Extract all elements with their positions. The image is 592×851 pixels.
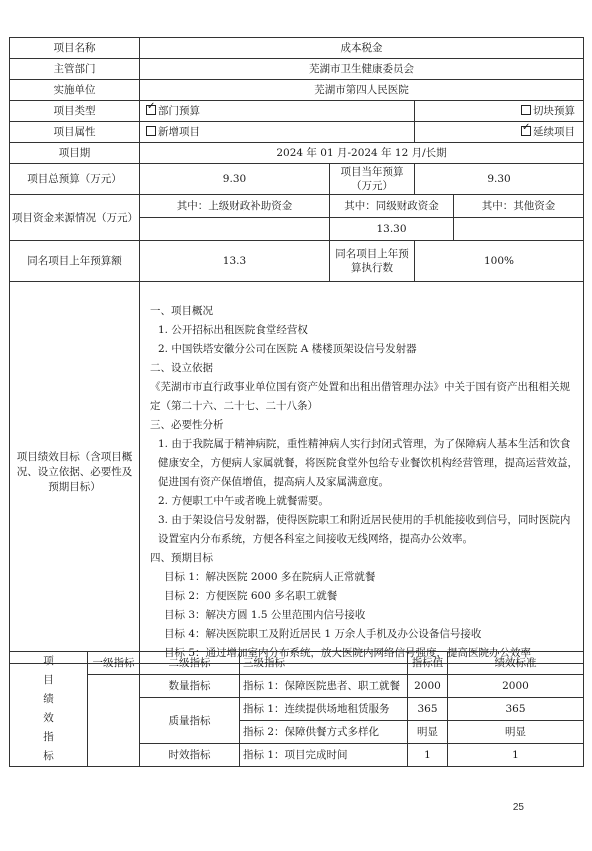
last-exec-label: 同名项目上年预算执行数	[330, 241, 415, 282]
dept-label: 主管部门	[10, 59, 140, 80]
type-option-dept: ✓ 部门预算	[140, 101, 415, 122]
unit-label: 实施单位	[10, 80, 140, 101]
goal-section-overview: 一、项目概况	[150, 305, 213, 317]
fund-upper-label: 其中：上级财政补助资金	[140, 195, 330, 218]
standard-cell: 2000	[448, 675, 584, 698]
checked-box-icon	[521, 126, 531, 136]
goal-section-expected: 四、预期目标	[150, 552, 213, 564]
total-budget-value: 9.30	[140, 164, 330, 195]
goal-target: 目标 4：解决医院职工及附近居民 1 万余人手机及办公设备信号接收	[164, 628, 482, 640]
perf-side-label: 项 目 绩 效 指 标	[10, 652, 88, 767]
period-value: 2024 年 01 月-2024 年 12 月/长期	[140, 143, 584, 164]
last-budget-value: 13.3	[140, 241, 330, 282]
year-budget-label: 项目当年预算（万元）	[330, 164, 415, 195]
header-level2: 二级指标	[140, 652, 240, 675]
goal-necessity-item: 1. 由于我院属于精神病院，重性精神病人实行封闭式管理，为了保障病人基本生活和饮食健康安全，方便病人家属就餐，将医院食堂外包给专业餐饮机构经营管理，提高运营效益，促进国有资产保值增值，提高病人及家属满意度。	[158, 438, 578, 488]
total-budget-label: 项目总预算（万元）	[10, 164, 140, 195]
project-name-label: 项目名称	[10, 38, 140, 59]
fund-upper-value	[140, 218, 330, 241]
standard-cell: 365	[448, 698, 584, 721]
goal-overview-item: 2. 中国铁塔安徽分公司在医院 A 楼楼顶架设信号发射器	[158, 343, 417, 355]
fund-same-value: 13.30	[330, 218, 454, 241]
fund-source-label: 项目资金来源情况（万元）	[10, 195, 140, 241]
last-budget-label: 同名项目上年预算额	[10, 241, 140, 282]
fund-other-label: 其中：其他资金	[454, 195, 584, 218]
header-level3: 三级指标	[240, 652, 408, 675]
unchecked-box-icon	[521, 105, 531, 115]
type-option-block: 切块预算	[415, 101, 584, 122]
goal-target: 目标 2：方便医院 600 多名职工就餐	[164, 590, 338, 602]
project-name: 成本税金	[140, 38, 584, 59]
goal-necessity-item: 3. 由于架设信号发射器，使得医院职工和附近居民使用的手机能接收到信号，同时医院内设置室内分布系统，方便各科室之间接收无线网络，提高办公效率。	[158, 514, 571, 545]
fund-same-label: 其中：同级财政资金	[330, 195, 454, 218]
level3-cell: 指标 1：项目完成时间	[240, 744, 408, 767]
level2-cell: 时效指标	[140, 744, 240, 767]
dept-value: 芜湖市卫生健康委员会	[140, 59, 584, 80]
level3-cell: 指标 2：保障供餐方式多样化	[240, 721, 408, 744]
value-cell: 2000	[408, 675, 448, 698]
level2-cell: 数量指标	[140, 675, 240, 698]
header-standard: 绩效标准	[448, 652, 584, 675]
level3-cell: 指标 1：保障医院患者、职工就餐	[240, 675, 408, 698]
goal-basis-text: 《芜湖市市直行政事业单位国有资产处置和出租出借管理办法》中关于国有资产出租相关规定（第二十六、二十七、二十八条）	[150, 381, 570, 412]
project-info-table	[9, 37, 584, 664]
unit-value: 芜湖市第四人民医院	[140, 80, 584, 101]
standard-cell: 1	[448, 744, 584, 767]
fund-other-value	[454, 218, 584, 241]
value-cell: 明显	[408, 721, 448, 744]
level3-cell: 指标 1：连续提供场地租赁服务	[240, 698, 408, 721]
period-label: 项目期	[10, 143, 140, 164]
type-label: 项目类型	[10, 101, 140, 122]
year-budget-value: 9.30	[415, 164, 584, 195]
goal-target: 目标 1：解决医院 2000 多在院病人正常就餐	[164, 571, 376, 583]
goal-necessity-item: 2. 方便职工中午或者晚上就餐需要。	[158, 495, 329, 507]
header-level1: 一级指标	[88, 652, 140, 675]
header-value: 指标值	[408, 652, 448, 675]
checked-box-icon	[146, 105, 156, 115]
page-number: 25	[512, 802, 524, 813]
goal-overview-item: 1. 公开招标出租医院食堂经营权	[158, 324, 308, 336]
level2-cell: 质量指标	[140, 698, 240, 744]
goals-label: 项目绩效目标（含项目概况、设立依据、必要性及预期目标）	[10, 282, 140, 664]
level1-cell	[88, 675, 140, 767]
attr-option-continue: ✓ 延续项目	[415, 122, 584, 143]
performance-indicator-table	[9, 651, 584, 767]
goal-target: 目标 5：通过增加室内分布系统，放大医院内网络信号强度，提高医院办公效率	[164, 647, 532, 659]
value-cell: 1	[408, 744, 448, 767]
goal-section-basis: 二、设立依据	[150, 362, 213, 374]
unchecked-box-icon	[146, 126, 156, 136]
last-exec-value: 100%	[415, 241, 584, 282]
attr-label: 项目属性	[10, 122, 140, 143]
goal-target: 目标 3：解决方圆 1.5 公里范围内信号接收	[164, 609, 366, 621]
goal-section-necessity: 三、必要性分析	[150, 419, 224, 431]
goals-content	[140, 282, 584, 664]
standard-cell: 明显	[448, 721, 584, 744]
attr-option-new: 新增项目	[140, 122, 415, 143]
value-cell: 365	[408, 698, 448, 721]
